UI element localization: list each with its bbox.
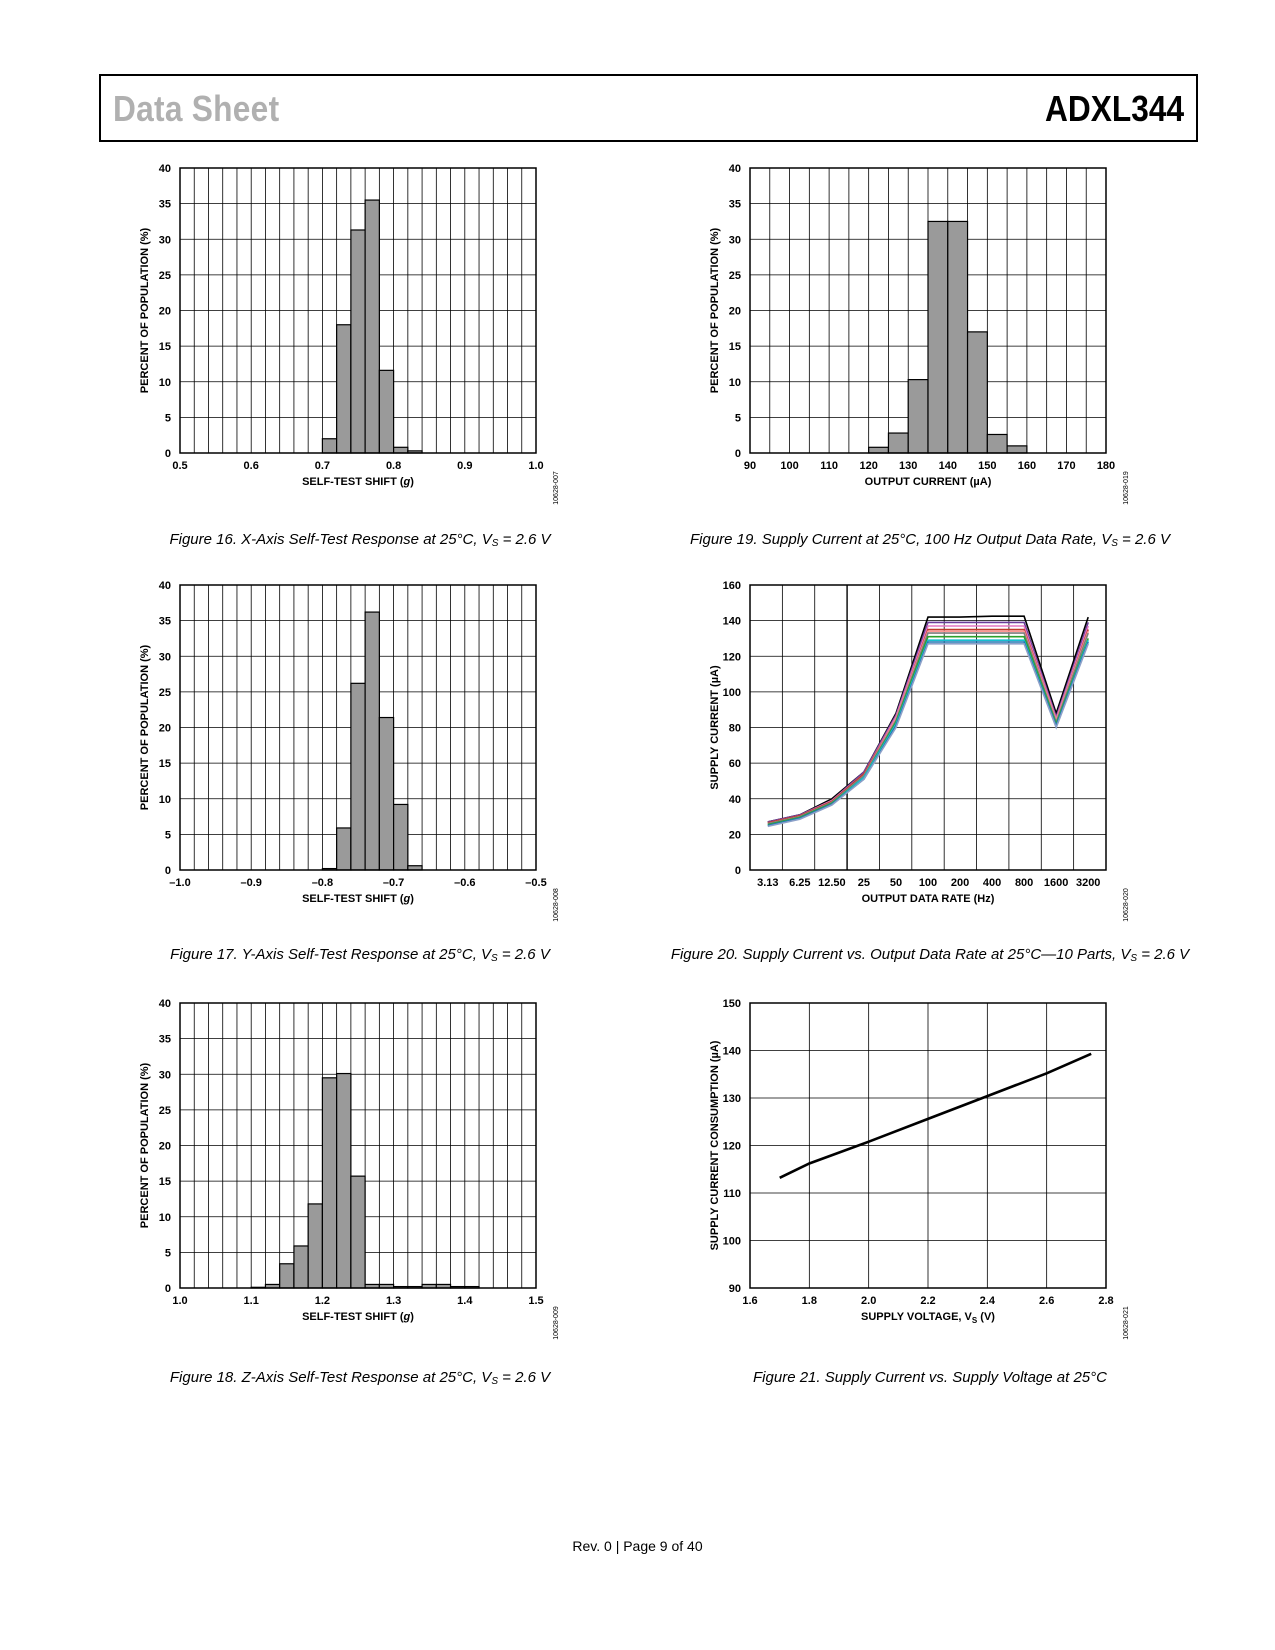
page-header bbox=[99, 74, 1198, 142]
y-tick-label: 0 bbox=[734, 865, 741, 877]
x-tick-label: 2.6 bbox=[1039, 1295, 1055, 1307]
x-tick-label: 1.6 bbox=[742, 1295, 758, 1307]
x-tick-label: 160 bbox=[1017, 460, 1037, 472]
x-tick-label: –1.0 bbox=[169, 877, 191, 889]
y-tick-label: 35 bbox=[158, 198, 171, 211]
chart-z-axis-self-test bbox=[130, 995, 590, 1355]
caption-text: Figure 19. Supply Current at 25°C, 100 Hz Output Data Rate, V bbox=[689, 531, 1112, 548]
x-tick-label: 12.50 bbox=[818, 877, 846, 889]
y-tick-label: 40 bbox=[158, 998, 171, 1010]
histogram-bar bbox=[1007, 446, 1027, 453]
histogram-bar bbox=[337, 1074, 351, 1288]
y-tick-label: 5 bbox=[164, 829, 171, 842]
x-tick-label: 90 bbox=[743, 460, 757, 472]
y-tick-label: 5 bbox=[164, 1247, 171, 1260]
chart-supply-current-vs-voltage bbox=[700, 995, 1160, 1355]
y-tick-label: 140 bbox=[722, 1045, 741, 1058]
x-tick-label: –0.6 bbox=[454, 877, 476, 889]
y-tick-label: 30 bbox=[728, 234, 741, 247]
figure-21-caption bbox=[630, 1369, 1230, 1387]
x-tick-label: 0.9 bbox=[457, 460, 473, 472]
y-tick-label: 15 bbox=[158, 341, 171, 354]
page-footer: Rev. 0 | Page 9 of 40 bbox=[572, 1538, 703, 1554]
y-tick-label: 110 bbox=[723, 1188, 741, 1200]
x-tick-label: 2.4 bbox=[979, 1295, 995, 1307]
y-tick-label: 100 bbox=[722, 1235, 741, 1248]
y-tick-label: 0 bbox=[734, 448, 741, 460]
x-tick-label: –0.7 bbox=[382, 877, 405, 889]
histogram-bar bbox=[294, 1246, 308, 1288]
x-tick-label: 110 bbox=[820, 460, 838, 472]
histogram-bar bbox=[365, 200, 379, 453]
x-axis-label: SUPPLY VOLTAGE, $V_S$ (V) bbox=[861, 1311, 995, 1325]
y-tick-label: 120 bbox=[722, 651, 741, 664]
x-tick-label: 1.0 bbox=[528, 460, 544, 472]
histogram-bar bbox=[337, 325, 351, 453]
y-tick-label: 35 bbox=[728, 198, 741, 211]
x-tick-label: 140 bbox=[938, 460, 957, 472]
y-tick-label: 20 bbox=[728, 305, 741, 318]
caption-text: Figure 21. Supply Current vs. Supply Voltage at 25°C bbox=[753, 1369, 1107, 1386]
x-tick-label: 2.0 bbox=[861, 1295, 877, 1307]
caption-subscript: S bbox=[491, 538, 499, 549]
caption-text: Figure 16. X-Axis Self-Test Response at 25°C, V bbox=[169, 531, 492, 548]
y-axis-label: PERCENT OF POPULATION (%) bbox=[139, 1062, 151, 1229]
figure-18-caption bbox=[60, 1369, 660, 1387]
histogram-bar bbox=[928, 221, 948, 453]
y-tick-label: 60 bbox=[728, 758, 741, 771]
histogram-bar bbox=[280, 1264, 294, 1288]
histogram-bar bbox=[365, 612, 379, 870]
x-tick-label: 100 bbox=[780, 460, 799, 472]
y-tick-label: 40 bbox=[158, 580, 171, 592]
histogram-bar bbox=[337, 828, 351, 870]
x-tick-label: 150 bbox=[978, 460, 997, 472]
histogram-bar bbox=[869, 447, 889, 453]
x-tick-label: 130 bbox=[899, 460, 918, 472]
x-tick-label: 3200 bbox=[1075, 877, 1101, 889]
figure-code: 10628-020 bbox=[1123, 888, 1130, 922]
y-axis-label: PERCENT OF POPULATION (%) bbox=[709, 227, 721, 394]
y-tick-label: 160 bbox=[722, 580, 741, 592]
histogram-bar bbox=[394, 447, 408, 453]
figure-16-caption bbox=[60, 531, 660, 549]
y-tick-label: 5 bbox=[164, 412, 171, 425]
series-line bbox=[768, 622, 1088, 822]
histogram-bar bbox=[968, 332, 988, 453]
y-tick-label: 10 bbox=[728, 376, 741, 389]
y-tick-label: 150 bbox=[722, 998, 741, 1010]
x-tick-label: 0.6 bbox=[243, 460, 259, 472]
caption-text: Figure 18. Z-Axis Self-Test Response at 25°C, V bbox=[169, 1369, 492, 1386]
x-tick-label: 0.8 bbox=[385, 460, 402, 472]
figure-code: 10628-021 bbox=[1123, 1306, 1130, 1340]
histogram-bar bbox=[379, 718, 393, 870]
x-tick-label: 1.8 bbox=[801, 1295, 817, 1307]
y-axis-label: SUPPLY CURRENT CONSUMPTION (µA) bbox=[709, 1040, 721, 1251]
y-tick-label: 20 bbox=[158, 1140, 171, 1153]
y-tick-label: 20 bbox=[728, 829, 741, 842]
x-axis-label: OUTPUT CURRENT (µA) bbox=[864, 476, 992, 488]
x-tick-label: 170 bbox=[1057, 460, 1076, 472]
header-right-title: ADXL344 bbox=[1044, 88, 1184, 129]
x-tick-label: 0.5 bbox=[172, 460, 188, 472]
caption-text-end: = 2.6 V bbox=[1117, 531, 1170, 548]
x-tick-label: 1.5 bbox=[528, 1295, 544, 1307]
y-tick-label: 40 bbox=[728, 793, 741, 806]
figure-code: 10628-009 bbox=[553, 1306, 560, 1340]
caption-subscript: S bbox=[491, 953, 498, 964]
caption-text-end: = 2.6 V bbox=[498, 531, 551, 548]
y-tick-label: 30 bbox=[158, 234, 171, 247]
y-tick-label: 35 bbox=[158, 615, 171, 628]
y-tick-label: 30 bbox=[158, 1069, 171, 1082]
y-axis-label: PERCENT OF POPULATION (%) bbox=[139, 644, 151, 811]
histogram-bar bbox=[379, 370, 393, 453]
histogram-bar bbox=[351, 683, 365, 870]
caption-subscript: S bbox=[1130, 953, 1138, 964]
x-tick-label: 400 bbox=[982, 877, 1002, 889]
y-tick-label: 40 bbox=[728, 163, 741, 175]
histogram-bar bbox=[908, 380, 928, 453]
figure-code: 10628-008 bbox=[553, 888, 560, 922]
x-tick-label: –0.9 bbox=[240, 877, 262, 889]
figure-code: 10628-007 bbox=[553, 471, 560, 505]
y-tick-label: 35 bbox=[158, 1033, 171, 1046]
figure-19-caption bbox=[630, 531, 1230, 549]
y-tick-label: 80 bbox=[728, 722, 741, 735]
figure-20-caption bbox=[630, 946, 1230, 964]
caption-subscript: S bbox=[491, 1376, 498, 1387]
histogram-bar bbox=[394, 804, 408, 870]
x-axis-label: SELF-TEST SHIFT (g) bbox=[302, 476, 414, 488]
x-tick-label: 2.8 bbox=[1098, 1295, 1114, 1307]
y-tick-label: 130 bbox=[722, 1093, 741, 1105]
chart-supply-current-vs-data-rate bbox=[700, 577, 1160, 937]
x-tick-label: 1600 bbox=[1043, 877, 1069, 889]
x-tick-label: 3.13 bbox=[757, 877, 779, 889]
chart-x-axis-self-test bbox=[130, 160, 590, 520]
x-tick-label: 6.25 bbox=[789, 877, 811, 889]
x-tick-label: 50 bbox=[889, 877, 903, 889]
x-tick-label: 120 bbox=[859, 460, 878, 472]
y-tick-label: 10 bbox=[158, 1211, 171, 1224]
header-left-title: Data Sheet bbox=[113, 88, 280, 129]
y-tick-label: 20 bbox=[158, 722, 171, 735]
series-line bbox=[768, 633, 1088, 824]
caption-text-end: = 2.6 V bbox=[497, 1369, 551, 1386]
y-tick-label: 0 bbox=[164, 448, 171, 460]
x-tick-label: 1.4 bbox=[457, 1295, 473, 1307]
series-line bbox=[780, 1054, 1091, 1178]
x-axis-label: SELF-TEST SHIFT (g) bbox=[302, 1311, 414, 1323]
y-tick-label: 10 bbox=[158, 376, 171, 389]
histogram-bar bbox=[308, 1204, 322, 1288]
x-tick-label: 800 bbox=[1014, 877, 1034, 889]
chart-supply-current-histogram bbox=[700, 160, 1160, 520]
figure-code: 10628-019 bbox=[1123, 471, 1130, 505]
y-tick-label: 25 bbox=[158, 269, 171, 282]
y-tick-label: 15 bbox=[728, 341, 741, 354]
y-tick-label: 0 bbox=[164, 1283, 171, 1295]
caption-text-end: = 2.6 V bbox=[497, 946, 550, 963]
y-axis-label: SUPPLY CURRENT (µA) bbox=[709, 665, 721, 790]
caption-subscript: S bbox=[1111, 538, 1118, 549]
caption-text-end: = 2.6 V bbox=[1137, 946, 1190, 963]
x-tick-label: –0.8 bbox=[311, 877, 334, 889]
histogram-bar bbox=[322, 439, 336, 453]
series-line bbox=[768, 630, 1088, 823]
x-tick-label: 1.3 bbox=[385, 1295, 402, 1307]
y-tick-label: 100 bbox=[722, 686, 741, 699]
y-tick-label: 25 bbox=[158, 1104, 171, 1117]
x-tick-label: 0.7 bbox=[314, 460, 331, 472]
histogram-bar bbox=[322, 1078, 336, 1288]
x-tick-label: 1.2 bbox=[314, 1295, 331, 1307]
x-tick-label: 1.0 bbox=[172, 1295, 188, 1307]
chart-y-axis-self-test bbox=[130, 577, 590, 937]
y-tick-label: 40 bbox=[158, 163, 171, 175]
y-tick-label: 20 bbox=[158, 305, 171, 318]
x-tick-label: 200 bbox=[950, 877, 970, 889]
y-tick-label: 10 bbox=[158, 793, 171, 806]
x-tick-label: 180 bbox=[1096, 460, 1116, 472]
y-tick-label: 5 bbox=[734, 412, 741, 425]
histogram-bar bbox=[948, 221, 968, 453]
x-tick-label: –0.5 bbox=[525, 877, 547, 889]
caption-text: Figure 20. Supply Current vs. Output Data Rate at 25°C—10 Parts, V bbox=[670, 946, 1131, 963]
y-tick-label: 140 bbox=[722, 615, 741, 628]
y-tick-label: 120 bbox=[722, 1140, 741, 1153]
histogram-bar bbox=[351, 1176, 365, 1288]
x-tick-label: 100 bbox=[918, 877, 938, 889]
caption-text: Figure 17. Y-Axis Self-Test Response at 25°C, V bbox=[170, 946, 492, 963]
x-tick-label: 25 bbox=[857, 877, 871, 889]
x-tick-label: 1.1 bbox=[243, 1295, 259, 1307]
y-tick-label: 25 bbox=[728, 269, 741, 282]
x-axis-label: OUTPUT DATA RATE (Hz) bbox=[861, 893, 995, 905]
histogram-bar bbox=[987, 434, 1007, 453]
series-line bbox=[768, 616, 1088, 822]
y-tick-label: 0 bbox=[164, 865, 171, 877]
x-tick-label: 2.2 bbox=[920, 1295, 936, 1307]
series-line bbox=[768, 626, 1088, 823]
y-tick-label: 30 bbox=[158, 651, 171, 664]
y-tick-label: 25 bbox=[158, 686, 171, 699]
y-tick-label: 90 bbox=[728, 1283, 741, 1295]
y-tick-label: 15 bbox=[158, 1176, 171, 1189]
y-tick-label: 15 bbox=[158, 758, 171, 771]
x-axis-label: SELF-TEST SHIFT (g) bbox=[302, 893, 414, 905]
figure-17-caption bbox=[60, 946, 660, 964]
y-axis-label: PERCENT OF POPULATION (%) bbox=[139, 227, 151, 394]
histogram-bar bbox=[351, 230, 365, 453]
histogram-bar bbox=[888, 433, 908, 453]
